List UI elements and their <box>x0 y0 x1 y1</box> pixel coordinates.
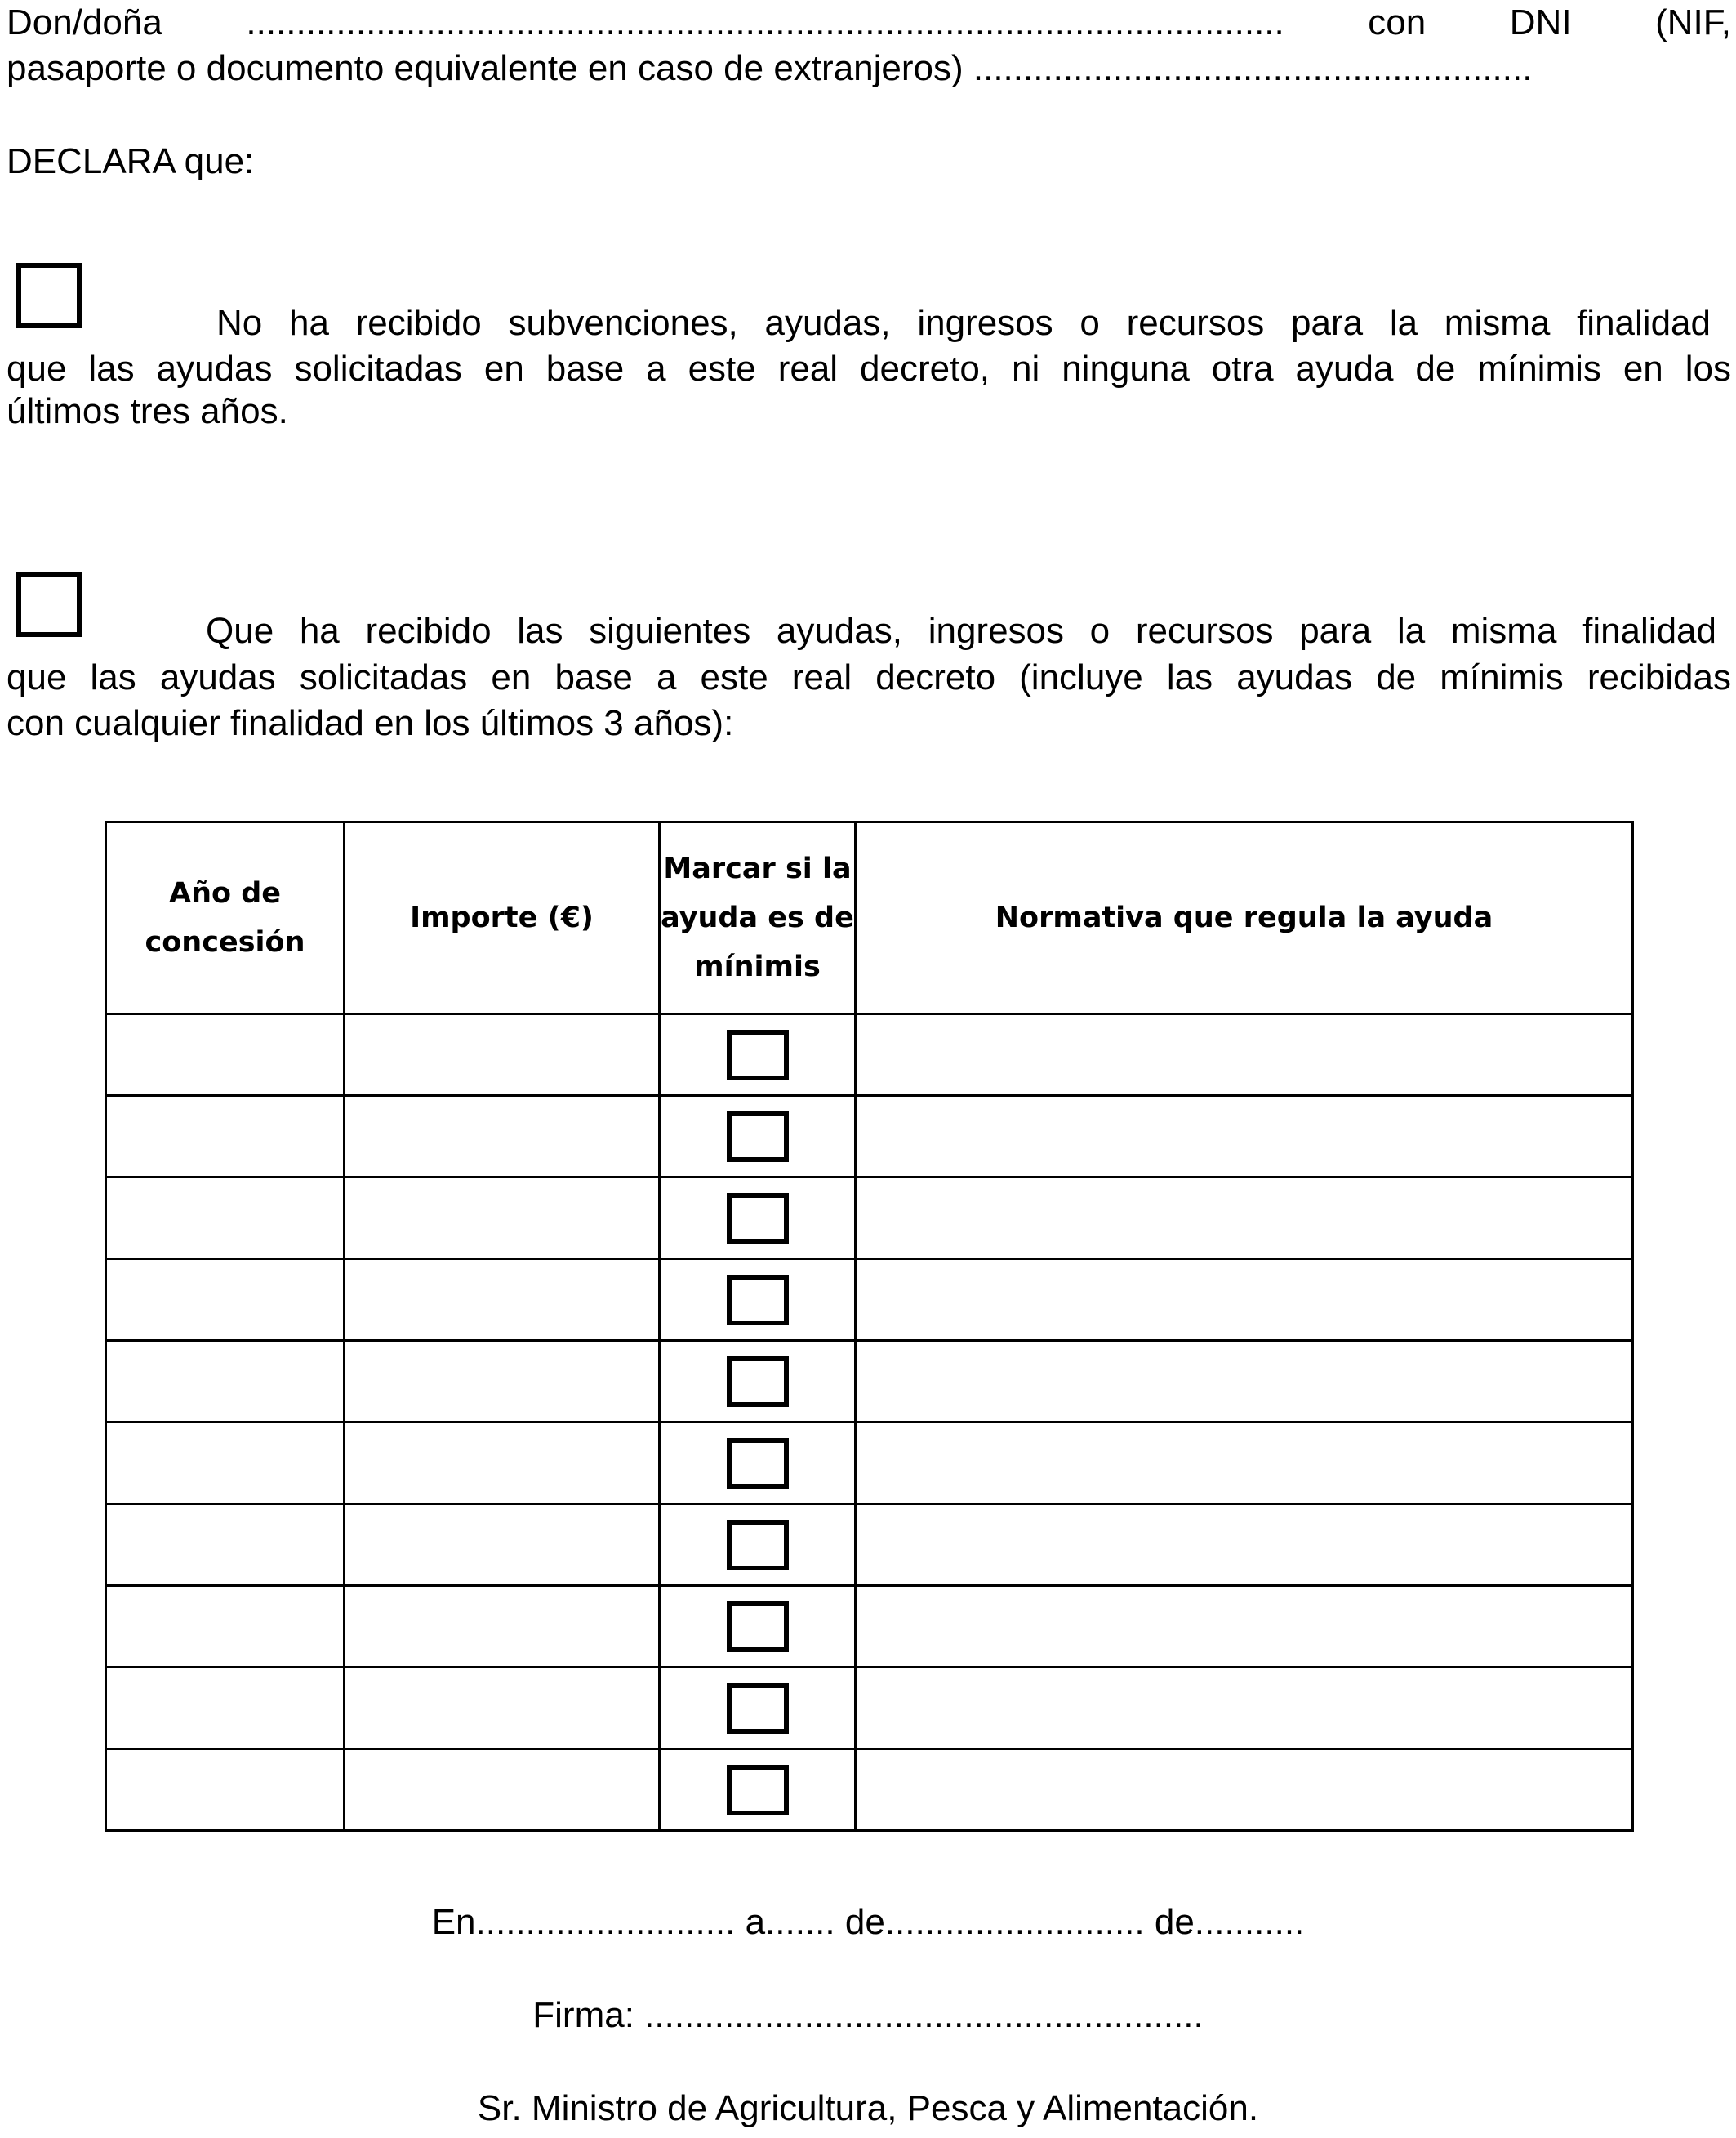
intro-line-2: pasaporte o documento equivalente en caso de extranjeros) ........................................................ <box>7 48 1533 88</box>
minimis-checkbox[interactable] <box>727 1438 789 1489</box>
amount-cell[interactable] <box>345 1586 660 1668</box>
table-row <box>106 1668 1633 1749</box>
regulation-cell[interactable] <box>856 1259 1633 1341</box>
option-received-aid-checkbox[interactable] <box>16 572 82 637</box>
declara-heading: DECLARA que: <box>7 141 255 181</box>
minimis-cell <box>660 1178 856 1259</box>
minimis-checkbox[interactable] <box>727 1601 789 1652</box>
year-cell[interactable] <box>106 1178 345 1259</box>
table-row <box>106 1749 1633 1831</box>
regulation-cell[interactable] <box>856 1668 1633 1749</box>
header-amount: Importe (€) <box>345 822 660 1014</box>
table-row <box>106 1014 1633 1096</box>
amount-cell[interactable] <box>345 1504 660 1586</box>
minimis-cell <box>660 1259 856 1341</box>
regulation-cell[interactable] <box>856 1586 1633 1668</box>
minimis-checkbox[interactable] <box>727 1520 789 1570</box>
table-header-row <box>106 822 1633 1014</box>
header-minimis: Marcar si la ayuda es de mínimis <box>660 822 856 1014</box>
option-no-aid-checkbox[interactable] <box>16 263 82 328</box>
amount-cell[interactable] <box>345 1259 660 1341</box>
minimis-cell <box>660 1586 856 1668</box>
regulation-cell[interactable] <box>856 1178 1633 1259</box>
year-cell[interactable] <box>106 1668 345 1749</box>
minimis-checkbox[interactable] <box>727 1193 789 1244</box>
header-regulation: Normativa que regula la ayuda <box>856 822 1633 1014</box>
year-cell[interactable] <box>106 1341 345 1423</box>
amount-cell[interactable] <box>345 1668 660 1749</box>
addressee-line: Sr. Ministro de Agricultura, Pesca y Alimentación. <box>477 2088 1259 2128</box>
year-cell[interactable] <box>106 1014 345 1096</box>
regulation-cell[interactable] <box>856 1014 1633 1096</box>
table-row <box>106 1504 1633 1586</box>
amount-cell[interactable] <box>345 1341 660 1423</box>
signature-line: Firma: ........................................................ <box>532 1995 1204 2035</box>
header-year: Año de concesión <box>106 822 345 1014</box>
option-received-aid-line-1: Que ha recibido las siguientes ayudas, ingresos o recursos para la misma finalidad <box>206 611 1716 651</box>
minimis-cell <box>660 1504 856 1586</box>
regulation-cell[interactable] <box>856 1749 1633 1831</box>
minimis-cell <box>660 1341 856 1423</box>
regulation-cell[interactable] <box>856 1341 1633 1423</box>
minimis-checkbox[interactable] <box>727 1683 789 1734</box>
amount-cell[interactable] <box>345 1014 660 1096</box>
minimis-checkbox[interactable] <box>727 1275 789 1325</box>
year-cell[interactable] <box>106 1096 345 1178</box>
minimis-cell <box>660 1014 856 1096</box>
table-row <box>106 1341 1633 1423</box>
regulation-cell[interactable] <box>856 1504 1633 1586</box>
year-cell[interactable] <box>106 1504 345 1586</box>
amount-cell[interactable] <box>345 1423 660 1504</box>
minimis-cell <box>660 1096 856 1178</box>
table-row <box>106 1096 1633 1178</box>
option-no-aid-line-2: que las ayudas solicitadas en base a este real decreto, ni ninguna otra ayuda de mínimis en los <box>7 349 1731 389</box>
minimis-checkbox[interactable] <box>727 1111 789 1162</box>
minimis-checkbox[interactable] <box>727 1356 789 1407</box>
option-received-aid-line-3: con cualquier finalidad en los últimos 3 años): <box>7 703 734 743</box>
minimis-checkbox[interactable] <box>727 1030 789 1080</box>
table-row <box>106 1586 1633 1668</box>
minimis-cell <box>660 1749 856 1831</box>
table-row <box>106 1178 1633 1259</box>
year-cell[interactable] <box>106 1749 345 1831</box>
table-row <box>106 1423 1633 1504</box>
aid-table <box>105 821 1634 1832</box>
year-cell[interactable] <box>106 1259 345 1341</box>
amount-cell[interactable] <box>345 1178 660 1259</box>
option-no-aid-line-1: No ha recibido subvenciones, ayudas, ingresos o recursos para la misma finalidad <box>216 303 1711 343</box>
minimis-cell <box>660 1423 856 1504</box>
option-received-aid-line-2: que las ayudas solicitadas en base a este real decreto (incluye las ayudas de mínimis recibidas <box>7 657 1731 697</box>
minimis-cell <box>660 1668 856 1749</box>
intro-line-1: Don/doña ........................................................................................................ con DNI (NIF, <box>7 2 1731 42</box>
year-cell[interactable] <box>106 1586 345 1668</box>
regulation-cell[interactable] <box>856 1096 1633 1178</box>
amount-cell[interactable] <box>345 1096 660 1178</box>
option-no-aid-line-3: últimos tres años. <box>7 391 288 431</box>
year-cell[interactable] <box>106 1423 345 1504</box>
table-row <box>106 1259 1633 1341</box>
place-date-line: En.......................... a....... de.......................... de........... <box>431 1902 1305 1942</box>
amount-cell[interactable] <box>345 1749 660 1831</box>
regulation-cell[interactable] <box>856 1423 1633 1504</box>
minimis-checkbox[interactable] <box>727 1765 789 1815</box>
